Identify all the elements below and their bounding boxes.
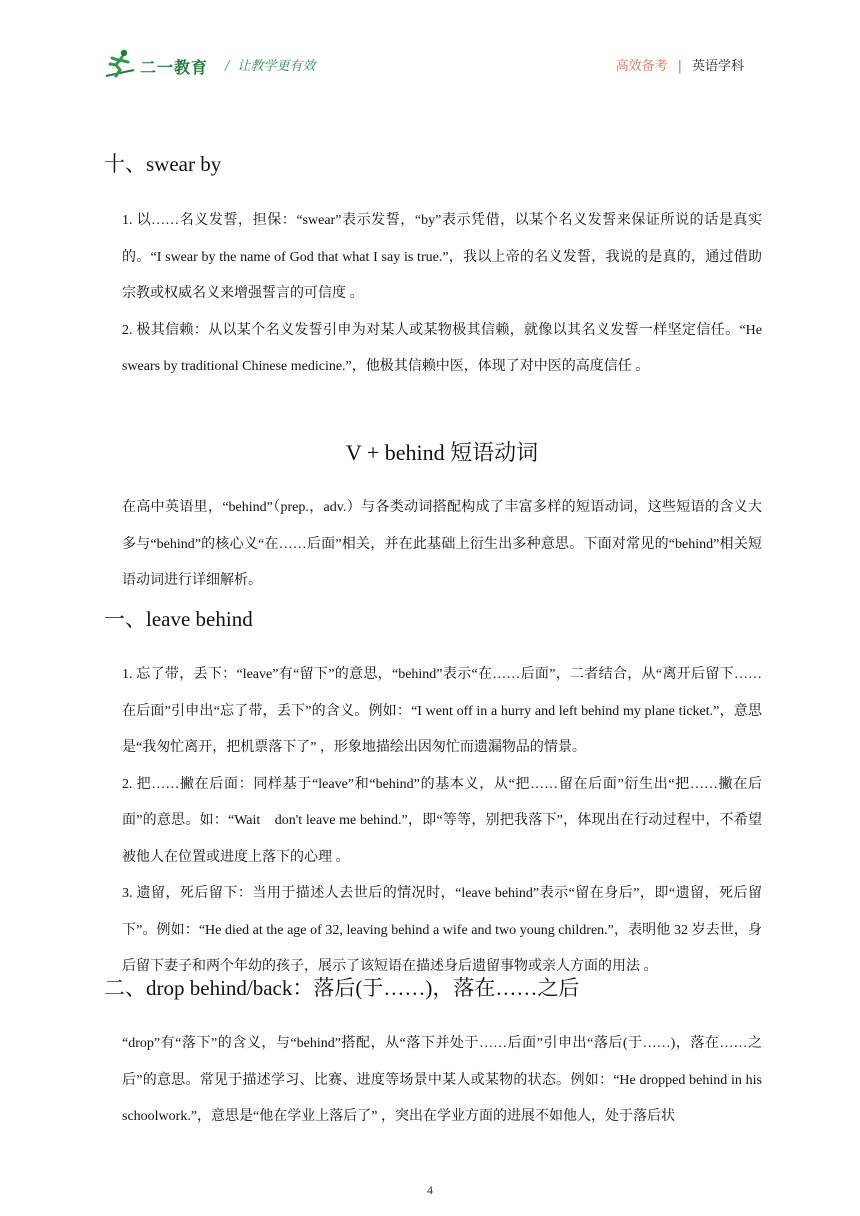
leave-behind-paragraph-2: 2. 把……撇在后面：同样基于“leave”和“behind”的基本义，从“把……留在后面”衍生出“把……撇在后面”的意思。如：“Wait don't leave me behind.”，即“等等，别把我落下”，体现出在行动过程中，不希望被他人在位置或进度上落下的心理 。: [122, 776, 762, 865]
header-label-prep: 高效备考: [615, 59, 668, 74]
leave-behind-body: [122, 657, 762, 986]
section-heading-leave-behind: 一、leave behind: [104, 607, 253, 631]
intro-paragraph: 在高中英语里，“behind”（prep.，adv.）与各类动词搭配构成了丰富多样的短语动词，这些短语的含义大多与“behind”的核心义“在……后面”相关，并在此基础上衍生出多种意思。下面对常见的“behind”相关短语动词进行详细解析。: [122, 500, 762, 588]
leave-behind-paragraph-3: 3. 遗留，死后留下：当用于描述人去世后的情况时，“leave behind”表示“留在身后”，即“遗留，死后留下”。例如：“He died at the age of 32, leaving behind a wife and two young children.”，表明他 32 岁去世，身后留下妻子和两个年幼的孩子，展示了该短语在描述身后遗留事物或亲人方面的用法 。: [122, 886, 762, 974]
drop-behind-paragraph-1: “drop”有“落下”的含义，与“behind”搭配，从“落下并处于……后面”引申出“落后(于……)，落在……之后”的意思。常见于描述学习、比赛、进度等场景中某人或某物的状态。例如：“He dropped behind in his schoolwork.”，意思是“他在学业上落后了” ，突出在学业方面的进展不如他人，处于落后状: [122, 1036, 762, 1124]
header-label-subject: 英语学科: [691, 59, 744, 74]
leave-behind-paragraph-1: 1. 忘了带，丢下：“leave”有“留下”的意思，“behind”表示“在……后面”，二者结合，从“离开后留下……在后面”引申出“忘了带，丢下”的含义。例如：“I went off in a hurry and left behind my plane ticket.”，意思是“我匆忙离开，把机票落下了” ，形象地描绘出因匆忙而遗漏物品的情景。: [122, 667, 762, 755]
header-subject: [616, 55, 744, 74]
swear-by-body: [122, 203, 762, 386]
swear-by-paragraph-2: 2. 极其信赖：从以某个名义发誓引申为对某人或某物极其信赖，就像以其名义发誓一样坚定信任。“He swears by traditional Chinese medicine.”，他极其信赖中医，体现了对中医的高度信任 。: [122, 322, 762, 374]
intro-body: [122, 490, 762, 600]
header-divider: |: [677, 59, 682, 74]
runner-logo-icon: [104, 48, 138, 80]
drop-behind-body: [122, 1026, 762, 1136]
slogan-separator: /: [225, 59, 230, 74]
slogan-text: 让教学更有效: [237, 59, 316, 74]
section-title: V + behind 短语动词: [345, 440, 539, 465]
page-number: 4: [427, 1183, 433, 1197]
logo-text: 二一教育: [140, 58, 209, 77]
brand-logo: [104, 48, 209, 80]
slogan: [225, 55, 315, 74]
section-heading-swear-by: 十、swear by: [104, 152, 222, 176]
section-heading-drop-behind: 二、drop behind/back：落后(于……)，落在……之后: [104, 976, 580, 1000]
swear-by-paragraph-1: 1. 以……名义发誓，担保：“swear”表示发誓，“by”表示凭借，以某个名义发誓来保证所说的话是真实的。“I swear by the name of God that what I say is true.”，我以上帝的名义发誓，我说的是真的，通过借助宗教或权威名义来增强誓言的可信度 。: [122, 213, 762, 301]
page-header: [0, 0, 860, 100]
